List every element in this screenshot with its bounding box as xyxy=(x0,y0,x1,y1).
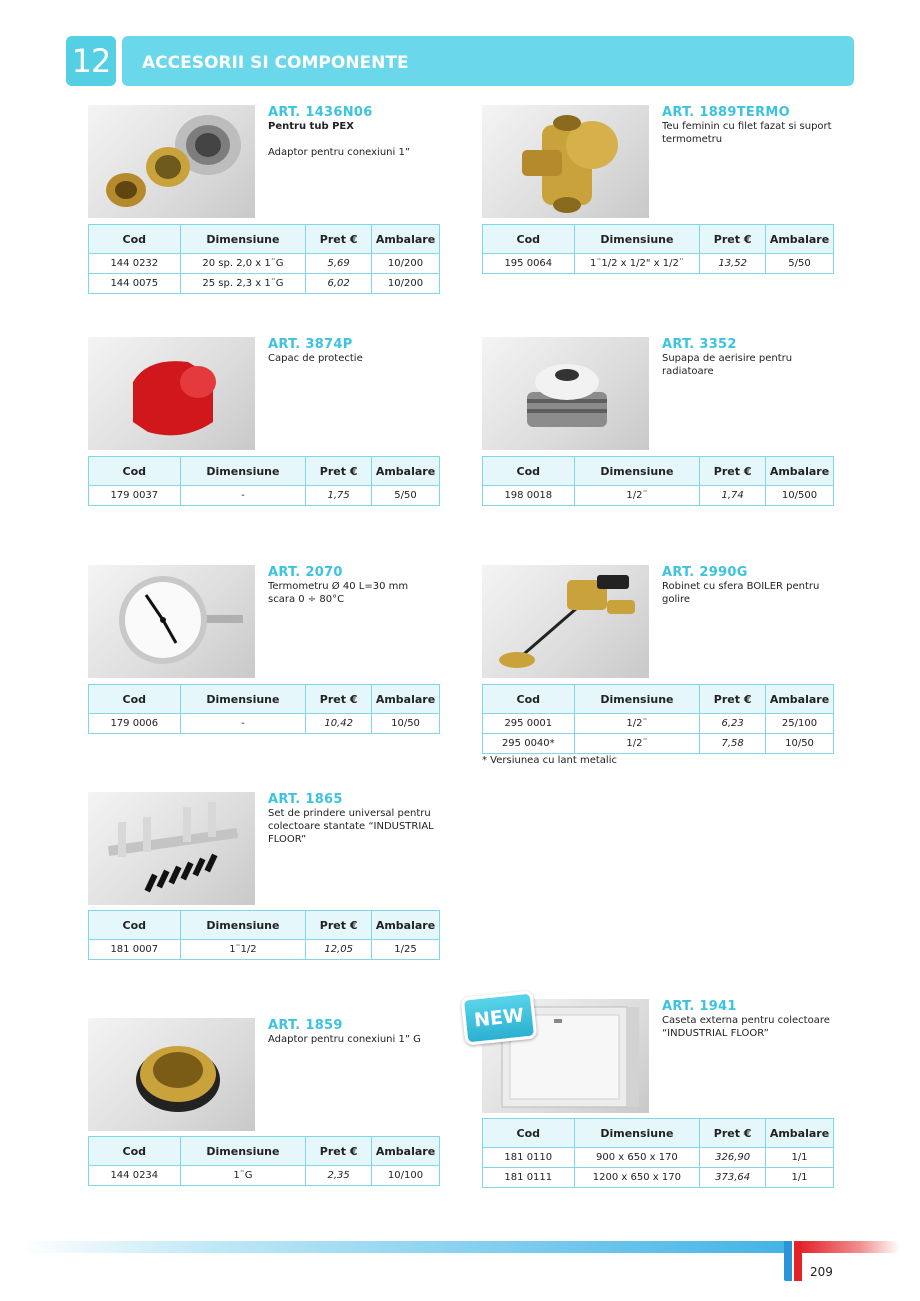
pipe-red-icon xyxy=(794,1241,802,1281)
footer-blue-stripe xyxy=(20,1241,790,1253)
adapter-ring-photo xyxy=(88,1018,255,1131)
column-header-ambalare: Ambalare xyxy=(766,225,834,254)
cell-ambalare: 10/50 xyxy=(372,714,440,734)
column-header-pret: Pret € xyxy=(700,457,766,486)
spec-table xyxy=(88,456,440,506)
cell-pret: 13,52 xyxy=(700,254,766,274)
column-header-ambalare: Ambalare xyxy=(372,457,440,486)
cell-cod: 295 0040* xyxy=(483,734,575,754)
cell-cod: 179 0006 xyxy=(89,714,181,734)
cell-ambalare: 1/25 xyxy=(372,940,440,960)
table-row xyxy=(483,1168,834,1188)
thermometer-photo xyxy=(88,565,255,678)
article-description: Robinet cu sfera BOILER pentru xyxy=(662,581,820,592)
column-header-ambalare: Ambalare xyxy=(372,685,440,714)
spec-table xyxy=(482,456,834,506)
cell-pret: 373,64 xyxy=(700,1168,766,1188)
article-subtitle: Pentru tub PEX xyxy=(268,121,354,132)
cell-ambalare: 10/500 xyxy=(766,486,834,506)
table-row xyxy=(89,1166,440,1186)
column-header-cod: Cod xyxy=(89,1137,181,1166)
table-row xyxy=(89,714,440,734)
article-description: radiatoare xyxy=(662,366,714,377)
spec-table xyxy=(88,1136,440,1186)
article-description: Capac de protectie xyxy=(268,353,363,364)
column-header-dimensiune: Dimensiune xyxy=(574,225,700,254)
product-info xyxy=(662,105,837,146)
cell-ambalare: 10/100 xyxy=(372,1166,440,1186)
page-number: 209 xyxy=(810,1265,833,1279)
footer-red-stripe xyxy=(800,1241,900,1253)
table-header-row xyxy=(483,225,834,254)
cell-pret: 6,23 xyxy=(700,714,766,734)
product-info xyxy=(268,105,443,159)
article-title: ART. 1436N06 xyxy=(268,105,373,120)
article-title: ART. 1865 xyxy=(268,792,343,807)
cell-pret: 7,58 xyxy=(700,734,766,754)
column-header-pret: Pret € xyxy=(306,911,372,940)
column-header-ambalare: Ambalare xyxy=(372,225,440,254)
column-header-dimensiune: Dimensiune xyxy=(180,911,306,940)
spec-table xyxy=(482,224,834,274)
column-header-cod: Cod xyxy=(483,1119,575,1148)
spec-table xyxy=(88,684,440,734)
cell-cod: 179 0037 xyxy=(89,486,181,506)
article-description: termometru xyxy=(662,134,723,145)
boiler-ball-valve-photo xyxy=(482,565,649,678)
article-title: ART. 2990G xyxy=(662,565,748,580)
cell-cod: 295 0001 xyxy=(483,714,575,734)
cell-cod: 181 0111 xyxy=(483,1168,575,1188)
column-header-cod: Cod xyxy=(89,457,181,486)
protective-cap-photo xyxy=(88,337,255,450)
cell-cod: 144 0075 xyxy=(89,274,181,294)
column-header-cod: Cod xyxy=(89,685,181,714)
article-title: ART. 1889TERMO xyxy=(662,105,790,120)
column-header-ambalare: Ambalare xyxy=(766,457,834,486)
cell-ambalare: 5/50 xyxy=(372,486,440,506)
table-row xyxy=(89,486,440,506)
column-header-ambalare: Ambalare xyxy=(766,685,834,714)
column-header-cod: Cod xyxy=(89,225,181,254)
column-header-ambalare: Ambalare xyxy=(372,1137,440,1166)
table-header-row xyxy=(483,457,834,486)
product-info xyxy=(268,337,443,365)
cell-dimensiune: 20 sp. 2,0 x 1¨G xyxy=(180,254,306,274)
product-info xyxy=(268,565,443,606)
column-header-dimensiune: Dimensiune xyxy=(180,685,306,714)
cell-pret: 2,35 xyxy=(306,1166,372,1186)
product-info xyxy=(268,792,443,846)
chapter-number: 12 xyxy=(66,36,116,86)
mounting-bracket-set-photo xyxy=(88,792,255,905)
table-row xyxy=(89,274,440,294)
column-header-pret: Pret € xyxy=(306,685,372,714)
spec-table xyxy=(88,224,440,294)
cell-ambalare: 1/1 xyxy=(766,1148,834,1168)
table-header-row xyxy=(483,685,834,714)
cell-cod: 144 0232 xyxy=(89,254,181,274)
article-description: colectoare stantate “INDUSTRIAL xyxy=(268,821,434,832)
cell-dimensiune: 900 x 650 x 170 xyxy=(574,1148,700,1168)
section-title: ACCESORII SI COMPONENTE xyxy=(122,36,854,86)
column-header-cod: Cod xyxy=(89,911,181,940)
table-row xyxy=(483,734,834,754)
table-header-row xyxy=(89,911,440,940)
cell-ambalare: 1/1 xyxy=(766,1168,834,1188)
product-info xyxy=(268,1018,443,1046)
article-description: Set de prindere universal pentru xyxy=(268,808,431,819)
cell-pret: 6,02 xyxy=(306,274,372,294)
cell-ambalare: 5/50 xyxy=(766,254,834,274)
article-description: FLOOR” xyxy=(268,834,307,845)
article-title: ART. 3352 xyxy=(662,337,737,352)
spec-table xyxy=(482,1118,834,1188)
article-description: Termometru Ø 40 L=30 mm xyxy=(268,581,409,592)
cell-pret: 5,69 xyxy=(306,254,372,274)
column-header-pret: Pret € xyxy=(306,457,372,486)
cell-dimensiune: 1¨G xyxy=(180,1166,306,1186)
article-description: Supapa de aerisire pentru xyxy=(662,353,793,364)
table-header-row xyxy=(89,1137,440,1166)
article-description: scara 0 ÷ 80°C xyxy=(268,594,345,605)
cell-dimensiune: 1200 x 650 x 170 xyxy=(574,1168,700,1188)
cell-cod: 195 0064 xyxy=(483,254,575,274)
column-header-cod: Cod xyxy=(483,225,575,254)
new-badge: NEW xyxy=(461,990,538,1045)
table-row xyxy=(483,254,834,274)
pipe-blue-icon xyxy=(784,1241,792,1281)
column-header-pret: Pret € xyxy=(306,1137,372,1166)
cell-ambalare: 10/200 xyxy=(372,254,440,274)
table-row xyxy=(89,254,440,274)
table-row xyxy=(483,1148,834,1168)
column-header-dimensiune: Dimensiune xyxy=(180,225,306,254)
cell-dimensiune: - xyxy=(180,486,306,506)
cell-dimensiune: 25 sp. 2,3 x 1¨G xyxy=(180,274,306,294)
article-description: Adaptor pentru conexiuni 1” G xyxy=(268,1034,421,1045)
cell-dimensiune: 1¨1/2 x 1/2" x 1/2¨ xyxy=(574,254,700,274)
cell-cod: 198 0018 xyxy=(483,486,575,506)
article-title: ART. 3874P xyxy=(268,337,353,352)
table-row xyxy=(483,486,834,506)
footnote: * Versiunea cu lant metalic xyxy=(482,755,617,766)
cell-pret: 1,75 xyxy=(306,486,372,506)
cell-pret: 12,05 xyxy=(306,940,372,960)
column-header-pret: Pret € xyxy=(306,225,372,254)
article-description: Teu feminin cu filet fazat si suport xyxy=(662,121,832,132)
table-header-row xyxy=(89,225,440,254)
table-header-row xyxy=(483,1119,834,1148)
article-description: “INDUSTRIAL FLOOR” xyxy=(662,1028,769,1039)
article-title: ART. 1941 xyxy=(662,999,737,1014)
cell-cod: 181 0110 xyxy=(483,1148,575,1168)
cell-dimensiune: - xyxy=(180,714,306,734)
cell-ambalare: 25/100 xyxy=(766,714,834,734)
column-header-ambalare: Ambalare xyxy=(766,1119,834,1148)
article-description: Adaptor pentru conexiuni 1” xyxy=(268,147,411,158)
cell-dimensiune: 1/2¨ xyxy=(574,714,700,734)
cell-pret: 1,74 xyxy=(700,486,766,506)
article-description: golire xyxy=(662,594,691,605)
column-header-dimensiune: Dimensiune xyxy=(574,457,700,486)
column-header-ambalare: Ambalare xyxy=(372,911,440,940)
table-row xyxy=(483,714,834,734)
cell-pret: 10,42 xyxy=(306,714,372,734)
spec-table xyxy=(482,684,834,754)
column-header-dimensiune: Dimensiune xyxy=(180,1137,306,1166)
air-vent-valve-photo xyxy=(482,337,649,450)
product-info xyxy=(662,337,837,378)
column-header-dimensiune: Dimensiune xyxy=(180,457,306,486)
column-header-dimensiune: Dimensiune xyxy=(574,1119,700,1148)
article-description: Caseta externa pentru colectoare xyxy=(662,1015,830,1026)
product-info xyxy=(662,999,837,1040)
tee-fitting-photo xyxy=(482,105,649,218)
compression-fitting-photo xyxy=(88,105,255,218)
table-header-row xyxy=(89,685,440,714)
cell-cod: 144 0234 xyxy=(89,1166,181,1186)
cell-dimensiune: 1/2¨ xyxy=(574,734,700,754)
table-row xyxy=(89,940,440,960)
cell-ambalare: 10/200 xyxy=(372,274,440,294)
spec-table xyxy=(88,910,440,960)
column-header-pret: Pret € xyxy=(700,225,766,254)
column-header-cod: Cod xyxy=(483,685,575,714)
article-title: ART. 1859 xyxy=(268,1018,343,1033)
product-info xyxy=(662,565,837,606)
column-header-pret: Pret € xyxy=(700,1119,766,1148)
column-header-dimensiune: Dimensiune xyxy=(574,685,700,714)
table-header-row xyxy=(89,457,440,486)
cell-cod: 181 0007 xyxy=(89,940,181,960)
article-title: ART. 2070 xyxy=(268,565,343,580)
cell-dimensiune: 1/2¨ xyxy=(574,486,700,506)
column-header-cod: Cod xyxy=(483,457,575,486)
cell-ambalare: 10/50 xyxy=(766,734,834,754)
cell-dimensiune: 1¨1/2 xyxy=(180,940,306,960)
column-header-pret: Pret € xyxy=(700,685,766,714)
cell-pret: 326,90 xyxy=(700,1148,766,1168)
